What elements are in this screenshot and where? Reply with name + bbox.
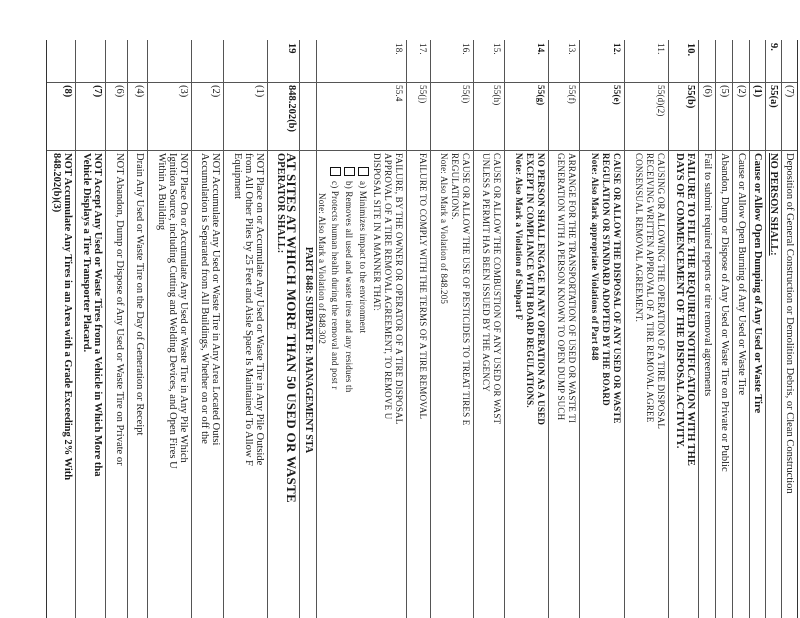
section-ref: (3)	[178, 85, 189, 98]
row-text-line: Deposition of General Construction or Demolition Debris, or Clean Construction	[784, 153, 795, 494]
checkbox-group	[327, 167, 341, 177]
section-ref: (7)	[784, 85, 795, 98]
table-row	[624, 40, 668, 618]
row-text	[273, 150, 299, 618]
checkbox-group	[355, 167, 369, 177]
row-note: Note: Also Mark a Violation of 848.302	[317, 193, 327, 345]
checkbox-group	[341, 167, 355, 177]
sub-item-mark: a)	[357, 181, 368, 189]
sub-item	[341, 153, 355, 618]
row-text-line: CAUSE OR ALLOW THE DISPOSAL OF ANY USED OR WASTE	[612, 153, 622, 424]
row-number: 13.	[567, 43, 577, 55]
row-number	[263, 40, 267, 82]
row-number: 15.	[492, 43, 502, 55]
row-text-line: Note: Also Mark appropriate Violations of Part 848	[590, 153, 600, 361]
row-text-line: NOT Place On or Accumulate Any Used or Waste Tire in Any Pile Which	[178, 153, 189, 463]
section-ref: 848.202(b)	[286, 85, 297, 132]
row-text-line: DAYS OF COMMENCEMENT OF THE DISPOSAL ACTIVITY.	[674, 153, 685, 449]
row-text-line: REGULATION OR STANDARD ADOPTED BY THE BOARD	[601, 153, 611, 406]
section-ref: (6)	[114, 85, 125, 98]
section-ref: 55(d)(2)	[656, 85, 666, 117]
table-row	[47, 40, 75, 618]
table-row	[548, 40, 579, 618]
row-text-line: OPERATOR SHALL:	[275, 153, 286, 254]
section-ref: (7)	[92, 85, 103, 98]
row-text-line: Cause or Allow Open Burning of Any Used or Waste Tire	[736, 153, 747, 396]
row-text	[717, 150, 732, 618]
table-row	[223, 40, 267, 618]
checklist-table	[46, 40, 798, 618]
row-number	[728, 40, 732, 82]
sub-item-text: Removes all used and waste tires and any residues th	[343, 191, 354, 393]
section-ref: (5)	[719, 85, 730, 98]
table-row	[698, 40, 715, 618]
row-number	[761, 40, 765, 82]
row-text-line: NOT Accumulate Any Tires in an Area with a Grade Exceeding 2% With	[62, 153, 73, 481]
row-text-line: 848.202(b)(3)	[51, 153, 62, 213]
row-text-line: CAUSE OR ALLOW THE USE OF PESTICIDES TO TREAT TIRES E	[461, 153, 471, 426]
section-ref: (2)	[210, 85, 221, 98]
checkbox[interactable]	[358, 167, 369, 176]
sub-item-text: Protects human health during the removal and post r	[329, 190, 340, 390]
row-number	[745, 40, 749, 82]
row-text-line: CAUSE OR ALLOW THE COMBUSTION OF ANY USED OR WAST	[492, 153, 502, 425]
row-text	[79, 150, 105, 618]
row-number: 14.	[536, 43, 546, 55]
row-number: 10.	[685, 43, 696, 57]
section-ref: (1)	[752, 85, 763, 98]
part-header-row	[299, 40, 316, 618]
row-text-line: FAILURE TO COMPLY WITH THE TERMS OF A TIRE REMOVAL	[418, 153, 428, 420]
section-ref: (6)	[702, 85, 713, 98]
row-text-line: REGULATIONS.	[450, 153, 460, 220]
row-text	[112, 150, 127, 618]
section-ref: 55(e)	[612, 85, 622, 105]
table-row	[316, 40, 406, 618]
row-text-line: APPROVAL OF A TIRE REMOVAL AGREEMENT, TO REMOVE U	[383, 153, 393, 420]
row-number: 9.	[768, 43, 779, 51]
row-text-line: Accumulation is Separated from All Buildings, Whether on or off the	[199, 153, 210, 444]
section-ref: 55(j)	[418, 85, 428, 104]
row-text	[700, 150, 715, 618]
section-ref: 55.4	[394, 85, 404, 102]
part-header: PART 848: SUBPART B: MANAGEMENT STA	[303, 246, 314, 454]
row-number: 16.	[461, 43, 471, 55]
row-text-line: Vehicle Displays a Tire Transporter Placard.	[81, 153, 92, 353]
row-text-line: from All Other Piles by 25 Feet and Aisle Space Is Maintained To Allow F	[243, 153, 254, 466]
row-text-line: Equipment	[232, 153, 243, 200]
row-number	[71, 40, 75, 82]
row-text-line: GENERATION WITH A PERSON KNOWN TO OPEN DUMP SUCH	[556, 153, 566, 421]
table-row	[749, 40, 765, 618]
column-divider	[47, 150, 797, 151]
row-text-line: NO PERSON SHALL:	[768, 153, 779, 256]
row-number	[219, 40, 223, 82]
section-ref: 55(f)	[567, 85, 577, 104]
table-row	[406, 40, 430, 618]
row-text-line: Abandon, Dump or Dispose of Any Used or Waste Tire on Private or Public	[719, 153, 730, 472]
table-row	[430, 40, 473, 618]
row-number	[123, 40, 127, 82]
row-text-line: Fail to submit required reports or tire removal agreements	[702, 153, 713, 397]
row-text-line: RECEIVING WRITTEN APPROVAL OF A TIRE REMOVAL AGREE	[645, 153, 655, 423]
table-row	[765, 40, 781, 618]
section-ref: (8)	[62, 85, 73, 98]
row-text-line: Within A Building	[156, 153, 167, 231]
table-row	[504, 40, 548, 618]
section-ref: (2)	[736, 85, 747, 98]
row-text	[587, 150, 624, 618]
sub-item-mark: c)	[329, 181, 340, 189]
checkbox[interactable]	[330, 167, 341, 176]
row-text	[49, 150, 75, 618]
table-row	[781, 40, 797, 618]
row-text	[750, 150, 765, 618]
table-row	[579, 40, 624, 618]
row-text-line: Note: Also Mark a Violation of Subpart F	[514, 153, 524, 321]
row-text-line: DISPOSAL SITE IN A MANNER THAT:	[372, 153, 382, 312]
sub-item-mark: b)	[343, 181, 354, 189]
row-text-line: FAILURE TO FILE THE REQUIRED NOTIFICATION WITH THE	[685, 153, 696, 466]
row-text	[672, 150, 698, 618]
row-text-line: NOT Place on or Accumulate Any Used or Waste Tire in Any Pile Outside	[254, 153, 265, 466]
sub-item	[327, 153, 341, 618]
row-number	[711, 40, 715, 82]
row-number: 17.	[418, 43, 428, 55]
section-ref: 55(i)	[461, 85, 471, 104]
row-text	[478, 150, 504, 618]
column-divider	[47, 82, 797, 83]
row-text	[132, 150, 147, 618]
row-text	[197, 150, 223, 618]
table-row	[127, 40, 147, 618]
section-ref: 55(h)	[492, 85, 502, 106]
row-text-line: CAUSING OR ALLOWING THE OPERATION OF A TIRE DISPOSAL	[656, 153, 666, 430]
sub-item	[355, 153, 369, 618]
rotated-document	[48, 40, 798, 618]
table-row	[105, 40, 127, 618]
row-text-line: Ignition Source, including Cutting and Welding Devices, and Open Fires U	[167, 153, 178, 469]
table-row	[267, 40, 299, 618]
row-text-line: NO PERSON SHALL ENGAGE IN ANY OPERATION AS A USED	[536, 153, 546, 426]
row-text	[314, 150, 406, 618]
section-ref: 55(a)	[768, 85, 779, 108]
row-text	[782, 150, 797, 618]
row-text-line: UNLESS A PERMIT HAS BEEN ISSUED BY THE AGENCY	[481, 153, 491, 392]
table-row	[473, 40, 504, 618]
row-number	[793, 40, 797, 82]
table-row	[668, 40, 698, 618]
row-number	[101, 40, 105, 82]
row-text	[511, 150, 548, 618]
row-number	[187, 40, 191, 82]
section-ref: (4)	[134, 85, 145, 98]
section-ref: (1)	[254, 85, 265, 98]
table-row	[732, 40, 749, 618]
row-text	[553, 150, 579, 618]
section-ref: 55(g)	[536, 85, 546, 106]
row-text-line: AT SITES AT WHICH MORE THAN 50 USED OR WASTE	[284, 153, 299, 503]
row-text-line: Cause or Allow Open Dumping of Any Used or Waste Tire	[752, 153, 763, 414]
checkbox[interactable]	[344, 167, 355, 176]
row-number: 18.	[394, 43, 404, 55]
table-row	[75, 40, 105, 618]
row-text-line: Drain Any Used or Waste Tire on the Day of Generation or Receipt	[134, 153, 145, 436]
table-row	[191, 40, 223, 618]
table-row	[715, 40, 732, 618]
table-row	[147, 40, 191, 618]
row-text	[415, 150, 430, 618]
row-text-line: NOT Abandon, Dump or Dispose of Any Used or Waste Tire on Private or	[114, 153, 125, 466]
row-text-line: FAILURE, BY THE OWNER OR OPERATOR OF A TIRE DISPOSAL	[394, 153, 404, 425]
section-ref: 55(b)	[685, 85, 696, 109]
row-number: 19	[286, 43, 297, 54]
row-text-line: NOT Accumulate Any Used or Waste Tire in Any Area Located Outsi	[210, 153, 221, 446]
row-number	[143, 40, 147, 82]
row-text-line: NOT Accept Any Used or Waste Tires from a Vehicle in Which More tha	[92, 153, 103, 477]
row-text	[631, 150, 668, 618]
row-text	[436, 150, 473, 618]
row-text-line: CONSENSUAL REMOVAL AGREEMENT.	[634, 153, 644, 323]
row-text	[154, 150, 191, 618]
row-text-line: Note: Also Mark a Violation of 848.205	[439, 153, 449, 305]
row-text	[734, 150, 749, 618]
row-number: 12.	[612, 43, 622, 55]
sub-item-text: Minimizes impact to the environment	[357, 190, 368, 334]
row-text	[766, 150, 781, 618]
row-text-line: ARRANGE FOR THE TRANSPORTATION OF USED OR WASTE TI	[567, 153, 577, 424]
row-text	[230, 150, 267, 618]
row-number: 11.	[656, 43, 666, 55]
row-text-line: EXCEPT IN COMPLIANCE WITH BOARD REGULATIONS.	[525, 153, 535, 408]
